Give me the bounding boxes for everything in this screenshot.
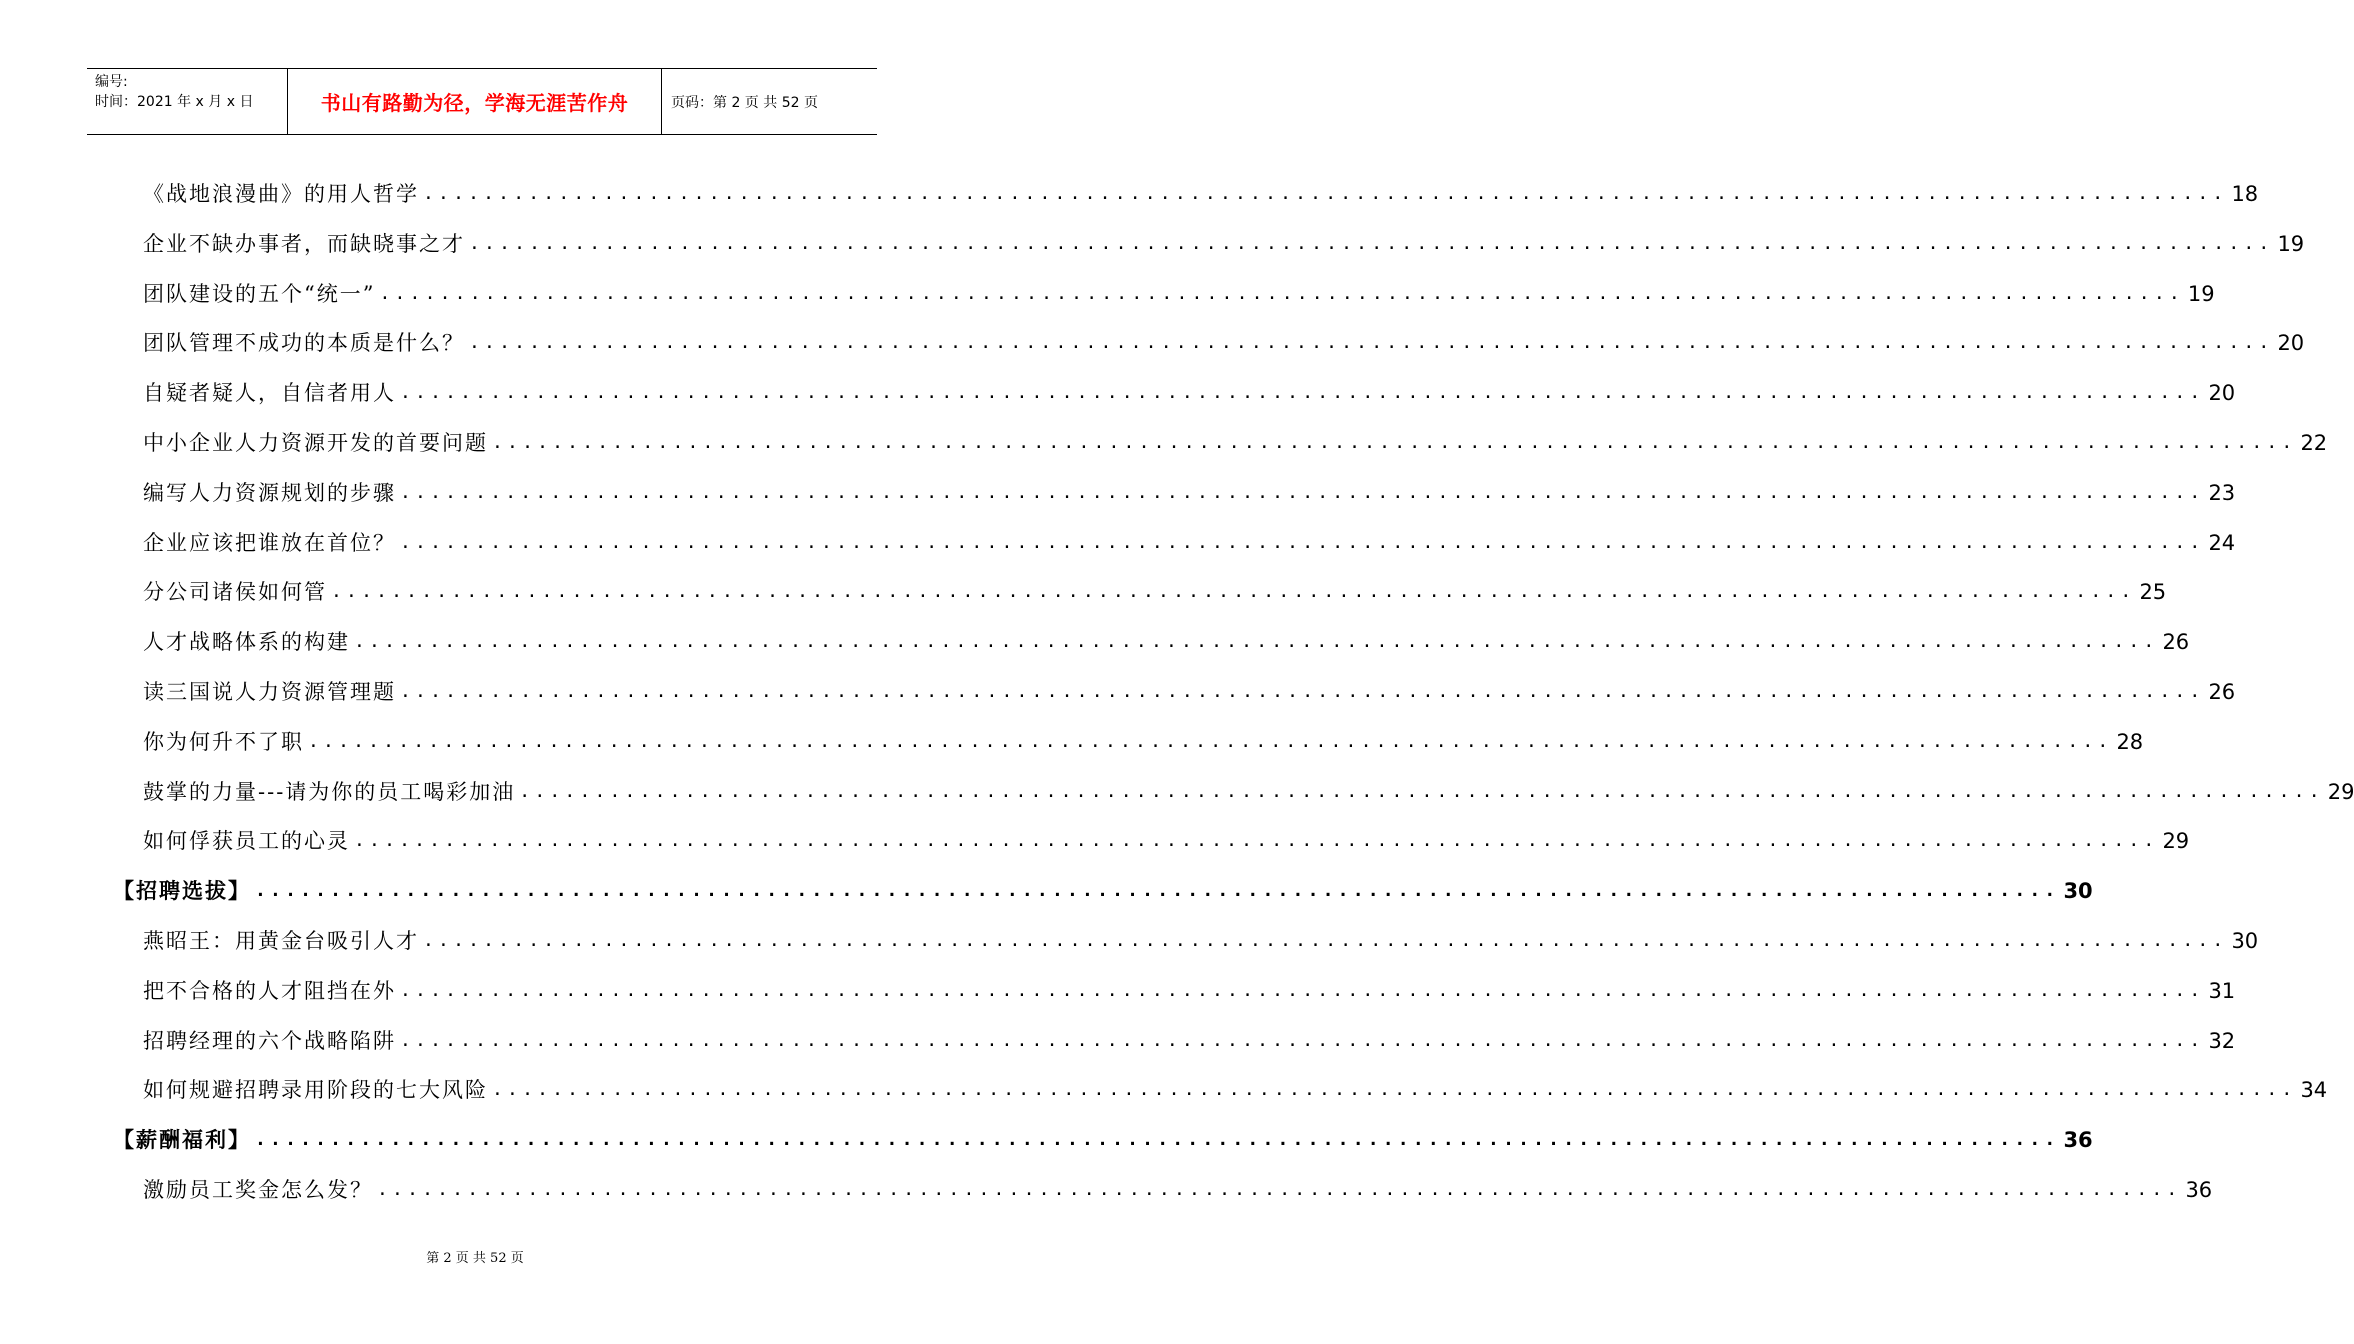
toc-dot-leader: ........................................................................................................................: [423, 930, 2228, 951]
toc-entry-page: 24: [2208, 530, 2236, 555]
page-footer: 第 2 页 共 52 页: [426, 1251, 524, 1266]
toc-entry[interactable]: [143, 367, 2236, 407]
toc-entry-title: 自疑者疑人，自信者用人: [143, 381, 396, 406]
toc-entry-page: 18: [2231, 182, 2259, 206]
toc-entry[interactable]: [143, 766, 2354, 806]
toc-entry-page: 20: [2208, 381, 2236, 406]
toc-dot-leader: ........................................................................................................................: [469, 332, 2274, 354]
toc-entry[interactable]: [113, 865, 2093, 905]
toc-entry-page: 30: [2063, 879, 2093, 904]
toc-entry-title: 如何规避招聘录用阶段的七大风险: [143, 1078, 488, 1103]
toc-dot-leader: ........................................................................................................................: [354, 631, 2159, 653]
toc-entry-title: 【薪酬福利】: [113, 1127, 251, 1153]
page-header: [87, 68, 877, 135]
toc-entry-page: 26: [2162, 630, 2190, 655]
toc-entry[interactable]: [143, 666, 2236, 706]
toc-entry[interactable]: [143, 467, 2236, 507]
toc-entry-title: 读三国说人力资源管理题: [143, 680, 396, 704]
toc-entry-title: 分公司诸侯如何管: [143, 580, 327, 605]
header-meta: [87, 69, 288, 134]
toc-entry-page: 26: [2208, 680, 2236, 704]
toc-entry[interactable]: [143, 218, 2305, 258]
toc-entry-title: 团队管理不成功的本质是什么？: [143, 331, 465, 356]
toc-entry-page: 28: [2116, 729, 2144, 754]
toc-entry-page: 19: [2277, 231, 2305, 256]
toc-dot-leader: ........................................................................................................................: [255, 880, 2060, 902]
toc-dot-leader: ........................................................................................................................: [519, 780, 2324, 802]
toc-entry[interactable]: [143, 915, 2259, 955]
toc-dot-leader: ........................................................................................................................: [400, 681, 2205, 702]
toc-entry-page: 30: [2231, 929, 2259, 953]
toc-entry-title: 企业应该把谁放在首位？: [143, 530, 396, 555]
toc-entry[interactable]: [143, 965, 2236, 1005]
toc-entry-page: 31: [2208, 978, 2236, 1003]
toc-dot-leader: ........................................................................................................................: [400, 481, 2205, 503]
toc-entry-title: 《战地浪漫曲》的用人哲学: [143, 182, 419, 206]
toc-entry-page: 29: [2162, 829, 2190, 854]
toc-dot-leader: ........................................................................................................................: [255, 1129, 2060, 1151]
toc-dot-leader: ........................................................................................................................: [469, 232, 2274, 254]
toc-entry-title: 企业不缺办事者，而缺晓事之才: [143, 231, 465, 256]
toc-dot-leader: ........................................................................................................................: [379, 282, 2184, 304]
number-label: 编号:: [95, 74, 128, 90]
toc-entry-page: 22: [2300, 431, 2328, 455]
toc-dot-leader: ........................................................................................................................: [308, 730, 2113, 752]
toc-entry[interactable]: [143, 1164, 2213, 1204]
toc-entry[interactable]: [143, 168, 2259, 208]
toc-entry-page: 23: [2208, 480, 2236, 505]
toc-entry[interactable]: [143, 417, 2328, 457]
toc-dot-leader: ........................................................................................................................: [400, 382, 2205, 404]
toc-entry-page: 36: [2063, 1128, 2093, 1153]
toc-entry-page: 25: [2139, 580, 2167, 605]
toc-entry-title: 中小企业人力资源开发的首要问题: [143, 431, 488, 455]
toc-entry[interactable]: [143, 268, 2215, 308]
toc-entry[interactable]: [143, 1064, 2328, 1104]
toc-entry-title: 你为何升不了职: [143, 729, 304, 754]
page-info: 页码：第 2 页 共 52 页: [671, 94, 818, 111]
toc-entry-page: 29: [2327, 779, 2354, 804]
toc-entry-title: 激励员工奖金怎么发？: [143, 1178, 373, 1202]
toc-entry-title: 人才战略体系的构建: [143, 630, 350, 655]
toc-entry-title: 把不合格的人才阻挡在外: [143, 978, 396, 1003]
toc-entry-page: 20: [2277, 331, 2305, 356]
toc-entry-page: 32: [2208, 1028, 2236, 1053]
toc-entry[interactable]: [143, 616, 2190, 656]
time-label: 时间：2021 年 x 月 x 日: [95, 94, 254, 110]
toc-entry-page: 36: [2185, 1178, 2213, 1202]
toc-entry[interactable]: [143, 317, 2305, 357]
toc-dot-leader: ........................................................................................................................: [423, 183, 2228, 204]
motto: 书山有路勤为径，学海无涯苦作舟: [320, 91, 629, 115]
toc-entry-title: 招聘经理的六个战略陷阱: [143, 1028, 396, 1053]
toc-entry-page: 19: [2187, 281, 2215, 306]
toc-dot-leader: ........................................................................................................................: [400, 531, 2205, 553]
toc-entry[interactable]: [143, 1015, 2236, 1055]
toc-entry-title: 团队建设的五个“统一”: [143, 281, 376, 306]
toc-entry-title: 燕昭王：用黄金台吸引人才: [143, 929, 419, 953]
toc-entry[interactable]: [113, 1114, 2093, 1154]
toc-entry[interactable]: [143, 517, 2236, 557]
header-page-cell: [662, 69, 877, 134]
toc-dot-leader: ........................................................................................................................: [354, 830, 2159, 852]
toc-dot-leader: ........................................................................................................................: [331, 581, 2136, 603]
toc-entry-title: 【招聘选拔】: [113, 878, 251, 904]
header-motto-cell: [288, 69, 662, 134]
toc-dot-leader: ........................................................................................................................: [377, 1179, 2182, 1200]
toc-entry-page: 34: [2300, 1078, 2328, 1103]
toc-entry-title: 编写人力资源规划的步骤: [143, 480, 396, 505]
toc-entry[interactable]: [143, 566, 2167, 606]
toc-dot-leader: ........................................................................................................................: [400, 979, 2205, 1001]
toc-entry-title: 如何俘获员工的心灵: [143, 829, 350, 854]
toc-entry[interactable]: [143, 716, 2144, 756]
toc-dot-leader: ........................................................................................................................: [400, 1029, 2205, 1051]
toc-entry-title: 鼓掌的力量---请为你的员工喝彩加油: [143, 779, 516, 804]
toc-dot-leader: ........................................................................................................................: [492, 432, 2297, 453]
toc-entry[interactable]: [143, 815, 2190, 855]
toc-dot-leader: ........................................................................................................................: [492, 1079, 2297, 1101]
